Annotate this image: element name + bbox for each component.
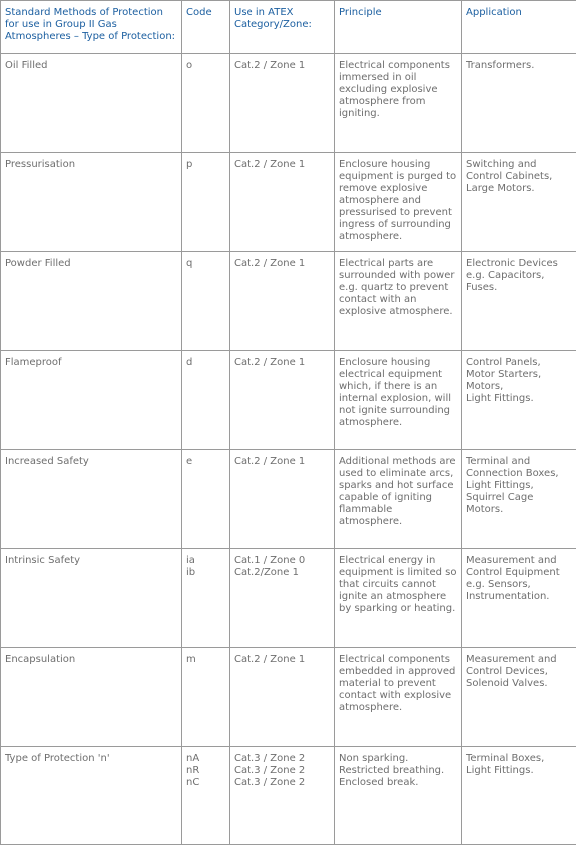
cell-principle: Electrical energy in equipment is limited so that circuits cannot ignite an atmosphere by sparking or heating.: [335, 549, 462, 648]
header-row: [1, 1, 576, 54]
cell-zone: Cat.2 / Zone 1: [230, 648, 335, 747]
cell-principle: Electrical parts are surrounded with power e.g. quartz to prevent contact with an explosive atmosphere.: [335, 252, 462, 351]
cell-application: Terminal Boxes, Light Fittings.: [462, 747, 576, 845]
cell-zone: Cat.2 / Zone 1: [230, 54, 335, 153]
cell-code: p: [182, 153, 230, 252]
cell-code: nA nR nC: [182, 747, 230, 845]
cell-type: Intrinsic Safety: [1, 549, 182, 648]
cell-type: Pressurisation: [1, 153, 182, 252]
cell-application: Switching and Control Cabinets, Large Motors.: [462, 153, 576, 252]
table-row: [1, 549, 576, 648]
table-row: [1, 252, 576, 351]
cell-principle: Non sparking. Restricted breathing. Enclosed break.: [335, 747, 462, 845]
cell-zone: Cat.2 / Zone 1: [230, 450, 335, 549]
header-atex-zone: Use in ATEX Category/Zone:: [230, 1, 335, 54]
cell-type: Type of Protection 'n': [1, 747, 182, 845]
cell-code: d: [182, 351, 230, 450]
cell-type: Flameproof: [1, 351, 182, 450]
cell-principle: Enclosure housing electrical equipment which, if there is an internal explosion, will not ignite surrounding atmosphere.: [335, 351, 462, 450]
cell-application: Measurement and Control Equipment e.g. Sensors, Instrumentation.: [462, 549, 576, 648]
header-code: Code: [182, 1, 230, 54]
cell-application: Transformers.: [462, 54, 576, 153]
table-row: [1, 747, 576, 845]
header-principle: Principle: [335, 1, 462, 54]
cell-zone: Cat.2 / Zone 1: [230, 351, 335, 450]
header-type-of-protection: Standard Methods of Protection for use in Group II Gas Atmospheres – Type of Protection:: [1, 1, 182, 54]
cell-application: Electronic Devices e.g. Capacitors, Fuses.: [462, 252, 576, 351]
cell-principle: Additional methods are used to eliminate arcs, sparks and hot surface capable of igniting flammable atmosphere.: [335, 450, 462, 549]
cell-type: Increased Safety: [1, 450, 182, 549]
table-row: [1, 153, 576, 252]
cell-code: e: [182, 450, 230, 549]
cell-type: Powder Filled: [1, 252, 182, 351]
cell-type: Oil Filled: [1, 54, 182, 153]
cell-code: ia ib: [182, 549, 230, 648]
cell-principle: Enclosure housing equipment is purged to remove explosive atmosphere and pressurised to prevent ingress of surrounding atmosphere.: [335, 153, 462, 252]
table-row: [1, 450, 576, 549]
table-row: [1, 351, 576, 450]
cell-code: m: [182, 648, 230, 747]
cell-application: Control Panels, Motor Starters, Motors, Light Fittings.: [462, 351, 576, 450]
cell-zone: Cat.2 / Zone 1: [230, 252, 335, 351]
cell-application: Measurement and Control Devices, Solenoid Valves.: [462, 648, 576, 747]
cell-zone: Cat.1 / Zone 0 Cat.2/Zone 1: [230, 549, 335, 648]
table-row: [1, 648, 576, 747]
cell-principle: Electrical components immersed in oil excluding explosive atmosphere from igniting.: [335, 54, 462, 153]
header-application: Application: [462, 1, 576, 54]
cell-code: q: [182, 252, 230, 351]
table-row: [1, 54, 576, 153]
cell-code: o: [182, 54, 230, 153]
cell-application: Terminal and Connection Boxes, Light Fittings, Squirrel Cage Motors.: [462, 450, 576, 549]
cell-zone: Cat.2 / Zone 1: [230, 153, 335, 252]
cell-principle: Electrical components embedded in approved material to prevent contact with explosive atmosphere.: [335, 648, 462, 747]
cell-zone: Cat.3 / Zone 2 Cat.3 / Zone 2 Cat.3 / Zone 2: [230, 747, 335, 845]
cell-type: Encapsulation: [1, 648, 182, 747]
